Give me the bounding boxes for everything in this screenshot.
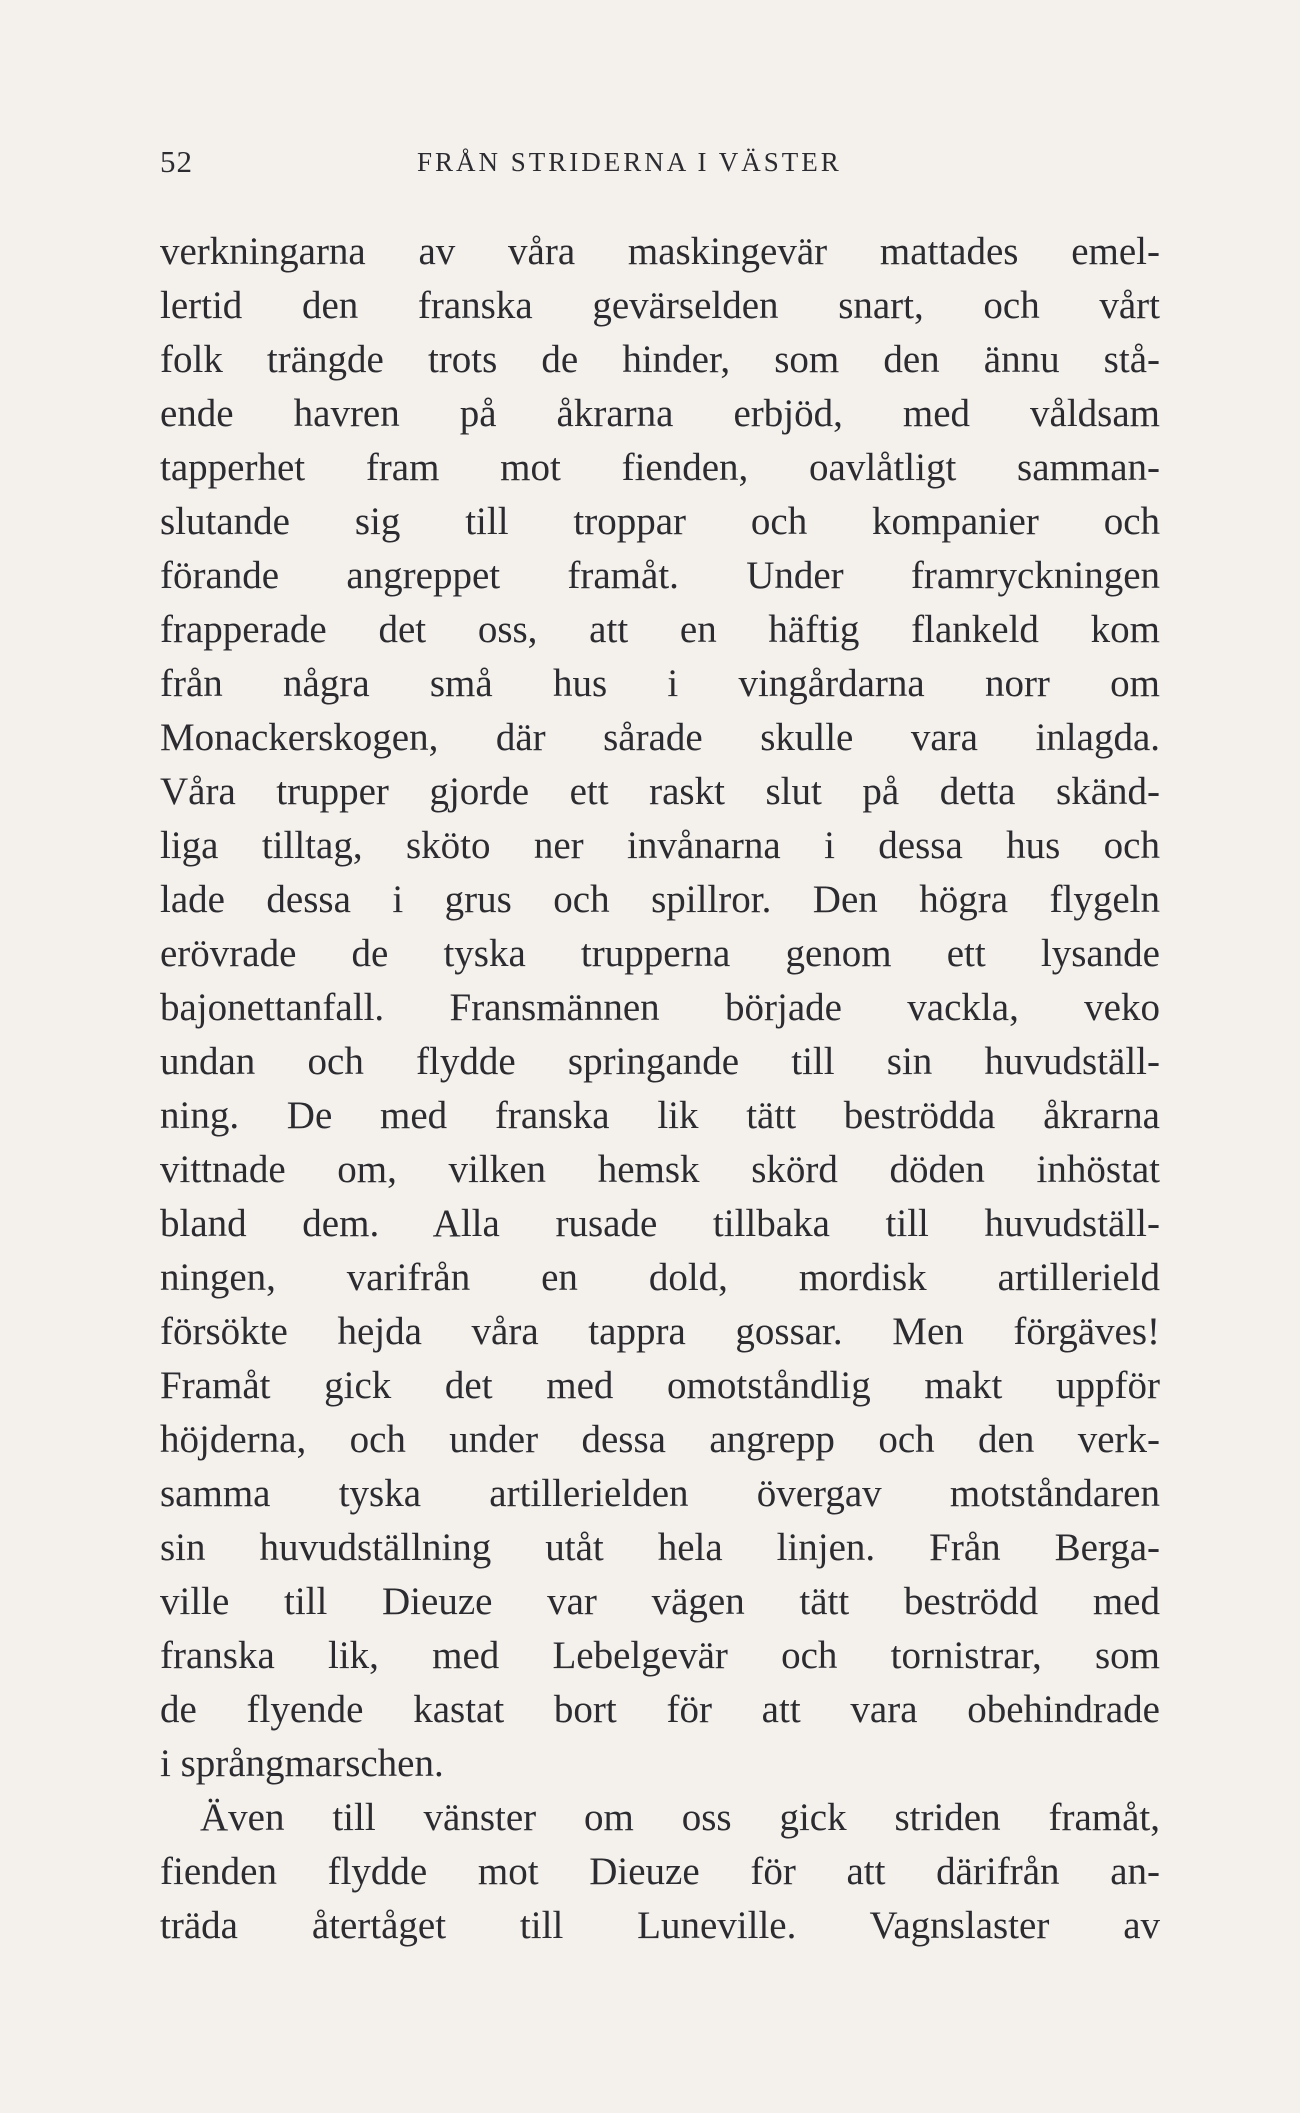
text-line: vittnade om, vilken hemsk skörd döden inhöstat: [160, 1148, 1160, 1191]
text-line: Framåt gick det med omotståndlig makt uppför: [160, 1364, 1160, 1407]
text-line: höjderna, och under dessa angrepp och den verk-: [160, 1418, 1160, 1461]
text-line: tapperhet fram mot fienden, oavlåtligt samman-: [160, 446, 1160, 489]
text-line: erövrade de tyska trupperna genom ett lysande: [160, 932, 1160, 975]
text-line: ville till Dieuze var vägen tätt beströdd med: [160, 1580, 1160, 1623]
text-line: lade dessa i grus och spillror. Den högra flygeln: [160, 878, 1160, 921]
text-line: försökte hejda våra tappra gossar. Men förgäves!: [160, 1310, 1160, 1353]
text-line: bland dem. Alla rusade tillbaka till huvudställ-: [160, 1202, 1160, 1245]
page-number: 52: [160, 144, 193, 179]
text-line: i språngmarschen.: [160, 1742, 444, 1785]
text-line: fienden flydde mot Dieuze för att därifrån an-: [160, 1850, 1160, 1893]
text-line: ende havren på åkrarna erbjöd, med våldsam: [160, 392, 1160, 435]
text-line: slutande sig till troppar och kompanier och: [160, 500, 1160, 543]
text-line: från några små hus i vingårdarna norr om: [160, 662, 1160, 705]
text-line: verkningarna av våra maskingevär mattades emel-: [160, 230, 1160, 273]
text-line: Monackerskogen, där sårade skulle vara inlagda.: [160, 716, 1160, 759]
text-line: förande angreppet framåt. Under framryckningen: [160, 554, 1160, 597]
text-line: samma tyska artillerielden övergav motståndaren: [160, 1472, 1160, 1515]
page-header: [160, 142, 1160, 182]
text-line: folk trängde trots de hinder, som den ännu stå-: [160, 338, 1160, 381]
text-line: liga tilltag, sköto ner invånarna i dessa hus och: [160, 824, 1160, 867]
text-line: Våra trupper gjorde ett raskt slut på detta skänd-: [160, 770, 1160, 813]
text-line: träda återtåget till Luneville. Vagnslaster av: [160, 1904, 1160, 1947]
text-line: bajonettanfall. Fransmännen började vackla, veko: [160, 986, 1160, 1029]
text-line: undan och flydde springande till sin huvudställ-: [160, 1040, 1160, 1083]
text-line: ningen, varifrån en dold, mordisk artillerield: [160, 1256, 1160, 1299]
body-text: [160, 225, 1160, 1953]
text-line: frapperade det oss, att en häftig flankeld kom: [160, 608, 1160, 651]
text-line: sin huvudställning utåt hela linjen. Från Berga-: [160, 1526, 1160, 1569]
text-line: de flyende kastat bort för att vara obehindrade: [160, 1688, 1160, 1731]
text-line: franska lik, med Lebelgevär och tornistrar, som: [160, 1634, 1160, 1677]
running-title: FRÅN STRIDERNA I VÄSTER: [417, 147, 842, 177]
text-line: lertid den franska gevärselden snart, och vårt: [160, 284, 1160, 327]
text-line: ning. De med franska lik tätt beströdda åkrarna: [160, 1094, 1160, 1137]
text-line: Även till vänster om oss gick striden framåt,: [200, 1796, 1160, 1839]
